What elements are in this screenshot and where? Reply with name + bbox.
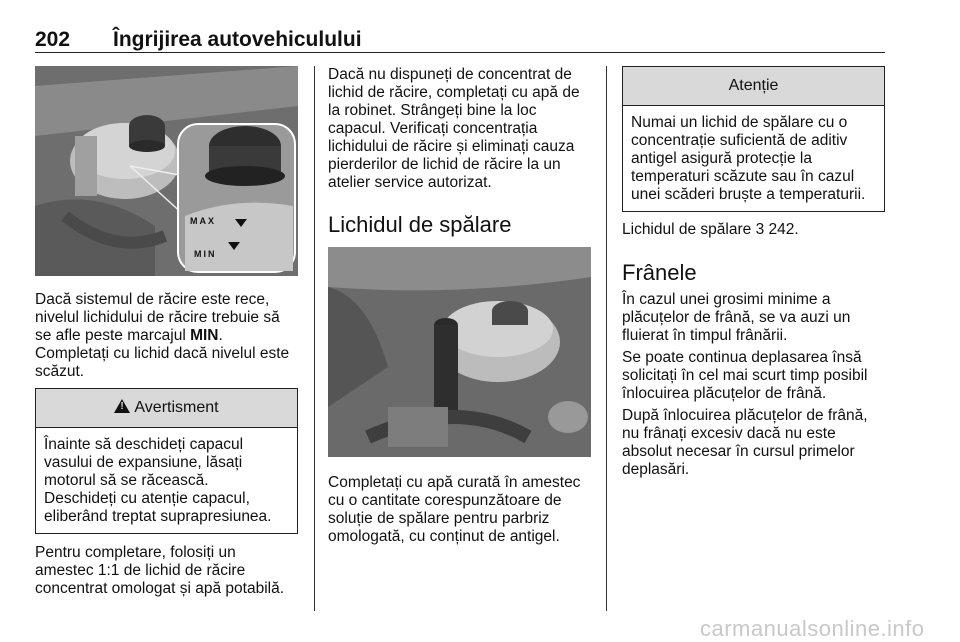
min-mark-label: MIN bbox=[194, 249, 217, 259]
brake-replacement-paragraph bbox=[622, 349, 897, 403]
reference-page-link[interactable]: 242. bbox=[768, 221, 799, 238]
coolant-level-paragraph bbox=[35, 291, 310, 381]
brake-wear-paragraph bbox=[622, 291, 897, 345]
watermark-text: carmanualsonline.info bbox=[700, 616, 925, 641]
coolant-concentrate-paragraph bbox=[328, 66, 603, 192]
text-line: omologată, cu conținut de antigel. bbox=[328, 528, 560, 545]
warning-box-header bbox=[36, 389, 297, 428]
text-line: solicitați în cel mai scurt timp posibil bbox=[622, 367, 868, 384]
caution-box-header bbox=[623, 67, 884, 106]
text-line: Completați cu apă curată în amestec bbox=[328, 474, 581, 491]
reference-text: Lichidul de spălare bbox=[622, 221, 752, 238]
washer-reservoir-photo bbox=[328, 247, 591, 457]
washer-fill-paragraph bbox=[328, 474, 603, 546]
text-line: atelier service autorizat. bbox=[328, 174, 492, 191]
text-line: capacul. Verificați concentrația bbox=[328, 120, 538, 137]
brakes-section-title: Frânele bbox=[622, 260, 697, 285]
running-title: Îngrijirea autovehiculului bbox=[113, 28, 362, 51]
text-line: la robinet. Strângeți bine la loc bbox=[328, 102, 537, 119]
text-line: antigel asigură protecție la bbox=[631, 150, 812, 167]
caution-box-body bbox=[623, 106, 884, 204]
text-line: fluierat în timpul frânării. bbox=[622, 327, 788, 344]
text-line: lichid de răcire, completați cu apă de bbox=[328, 84, 580, 101]
text-line: Înainte să deschideți capacul bbox=[44, 436, 244, 453]
text-line: Pentru completare, folosiți un bbox=[35, 544, 236, 561]
brake-bedding-paragraph bbox=[622, 407, 897, 479]
max-mark-label: MAX bbox=[190, 216, 216, 226]
text-line: concentrație suficientă de aditiv bbox=[631, 132, 848, 149]
text-line: vasului de expansiune, lăsați bbox=[44, 454, 243, 471]
text-line: nivelul lichidului de răcire trebuie să bbox=[35, 309, 280, 326]
washer-fluid-reference bbox=[622, 221, 892, 239]
text-fragment: se afle peste marcajul bbox=[35, 327, 191, 344]
text-line: cu o cantitate corespunzătoare de bbox=[328, 492, 562, 509]
page-header bbox=[35, 26, 885, 53]
text-line: motorul să se răcească. bbox=[44, 472, 209, 489]
column-divider-2 bbox=[606, 66, 607, 611]
caution-box bbox=[622, 66, 885, 212]
text-line: amestec 1:1 de lichid de răcire bbox=[35, 562, 246, 579]
text-line: Completați cu lichid dacă nivelul este bbox=[35, 345, 290, 362]
washer-fluid-section-title: Lichidul de spălare bbox=[328, 212, 512, 237]
text-line: Numai un lichid de spălare cu o bbox=[631, 114, 848, 131]
page-reference-icon: 3 bbox=[755, 221, 765, 238]
text-line: Dacă sistemul de răcire este rece, bbox=[35, 291, 270, 308]
warning-title: Avertisment bbox=[134, 399, 219, 416]
text-line: unei scăderi bruște a temperaturii. bbox=[631, 186, 866, 203]
text-line: temperaturi scăzute sau în cazul bbox=[631, 168, 855, 185]
warning-triangle-icon bbox=[114, 399, 130, 413]
text-line: nu frânați excesiv dacă nu este bbox=[622, 425, 836, 442]
refill-mixture-paragraph bbox=[35, 544, 310, 598]
text-line: În cazul unei grosimi minime a bbox=[622, 291, 831, 308]
text-line: Se poate continua deplasarea însă bbox=[622, 349, 862, 366]
warning-box bbox=[35, 388, 298, 534]
text-line: După înlocuirea plăcuțelor de frână, bbox=[622, 407, 868, 424]
column-divider-1 bbox=[314, 66, 315, 611]
text-line: eliberând treptat suprapresiunea. bbox=[44, 508, 272, 525]
min-marker-text: MIN bbox=[190, 327, 219, 344]
text-line: scăzut. bbox=[35, 363, 85, 380]
text-line: concentrat omologat și apă potabilă. bbox=[35, 580, 285, 597]
text-line: Deschideți cu atenție capacul, bbox=[44, 490, 250, 507]
text-line: înlocuirea plăcuțelor de frână. bbox=[622, 385, 827, 402]
caution-title: Atenție bbox=[728, 77, 779, 94]
text-line: absolut necesar în cursul primelor bbox=[622, 443, 855, 460]
text-line: pierderilor de lichid de răcire la un bbox=[328, 156, 561, 173]
text-line: deplasări. bbox=[622, 461, 690, 478]
text-line: soluție de spălare pentru parbriz bbox=[328, 510, 550, 527]
text-line: Dacă nu dispuneți de concentrat de bbox=[328, 66, 572, 83]
text-fragment: . bbox=[218, 327, 223, 344]
text-line: plăcuțelor de frână, se va auzi un bbox=[622, 309, 851, 326]
text-line bbox=[35, 327, 310, 345]
page-number: 202 bbox=[35, 28, 71, 51]
text-line: lichidului de răcire și eliminați cauza bbox=[328, 138, 575, 155]
warning-box-body bbox=[36, 428, 297, 526]
coolant-reservoir-photo bbox=[35, 66, 298, 276]
